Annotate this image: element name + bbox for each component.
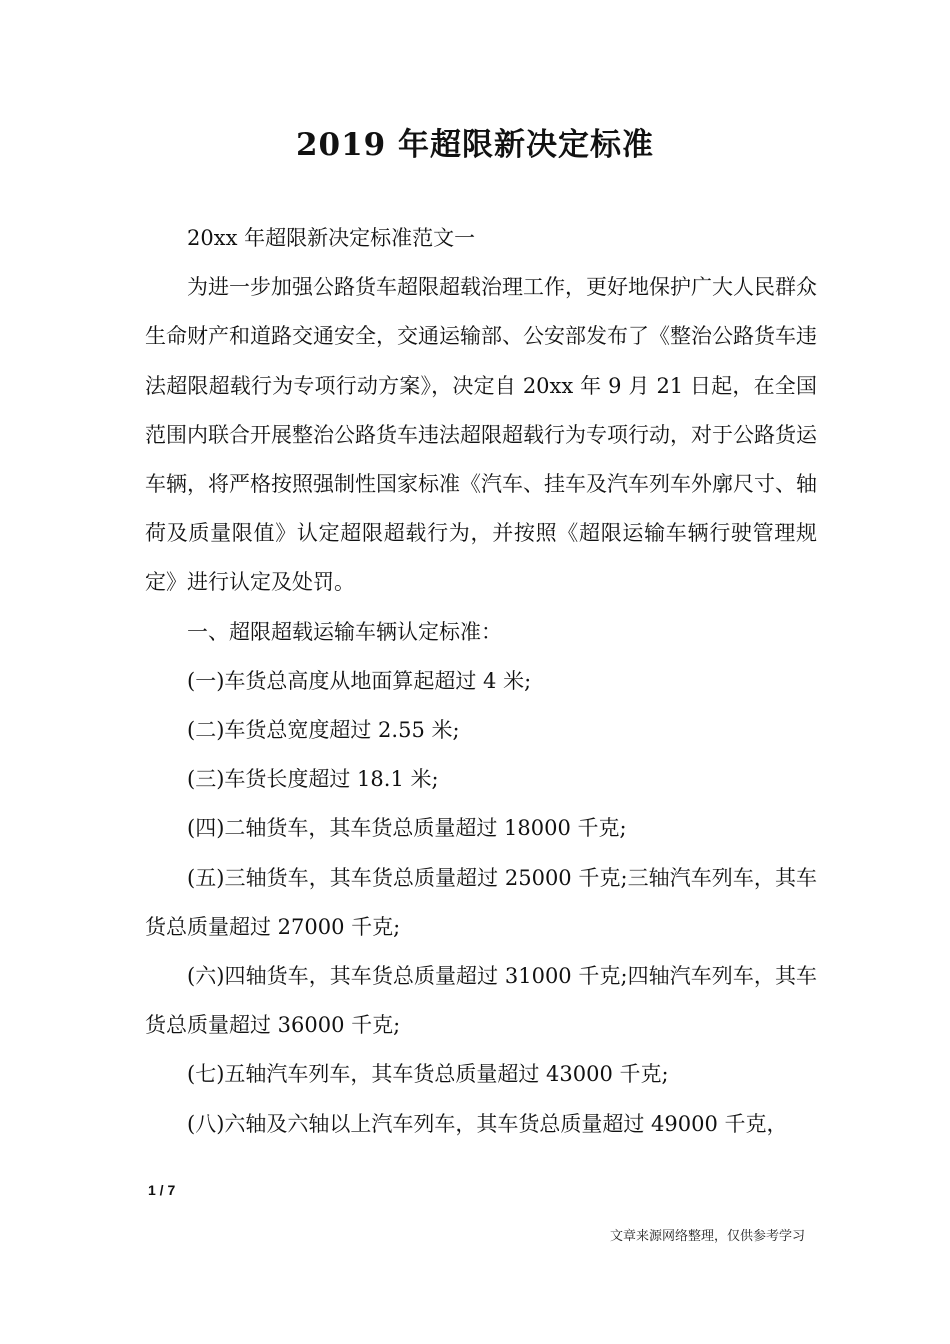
paragraph-heading: 20xx 年超限新决定标准范文一 [187,226,476,250]
list-item-4: (四)二轴货车，其车货总质量超过 18000 千克; [187,816,627,841]
list-item-3: (三)车货长度超过 18.1 米; [187,767,439,792]
document-title: 2019 年超限新决定标准 [295,127,655,163]
list-item-6: (六)四轴货车，其车货总质量超过 31000 千克;四轴汽车列车，其车货总质量超过 36000 千克; [145,964,817,1038]
paragraph-intro: 为进一步加强公路货车超限超载治理工作，更好地保护广大人民群众生命财产和道路交通安全，交通运输部、公安部发布了《整治公路货车违法超限超载行为专项行动方案》，决定自 20xx 年 9 月 21 日起，在全国范围内联合开展整治公路货车违法超限超载行为专项行动，对于公路货运车辆，将严格按照强制性国家标准《汽车、挂车及汽车列车外廓尺寸、轴荷及质量限值》认定超限超载行为，并按照《超限运输车辆行驶管理规定》进行认定及处罚。 [145,275,817,595]
list-item-7: (七)五轴汽车列车，其车货总质量超过 43000 千克; [187,1062,669,1087]
page-number: 1 / 7 [148,1182,176,1198]
footer-note: 文章来源网络整理，仅供参考学习 [609,1229,805,1244]
list-item-1: (一)车货总高度从地面算起超过 4 米; [187,668,532,693]
list-item-5: (五)三轴货车，其车货总质量超过 25000 千克;三轴汽车列车，其车货总质量超过 27000 千克; [145,865,817,939]
document-body [145,214,817,1149]
list-item-2: (二)车货总宽度超过 2.55 米; [187,718,460,743]
paragraph-section-heading: 一、超限超载运输车辆认定标准： [187,619,502,644]
list-item-8: (八)六轴及六轴以上汽车列车，其车货总质量超过 49000 千克， [187,1111,788,1136]
